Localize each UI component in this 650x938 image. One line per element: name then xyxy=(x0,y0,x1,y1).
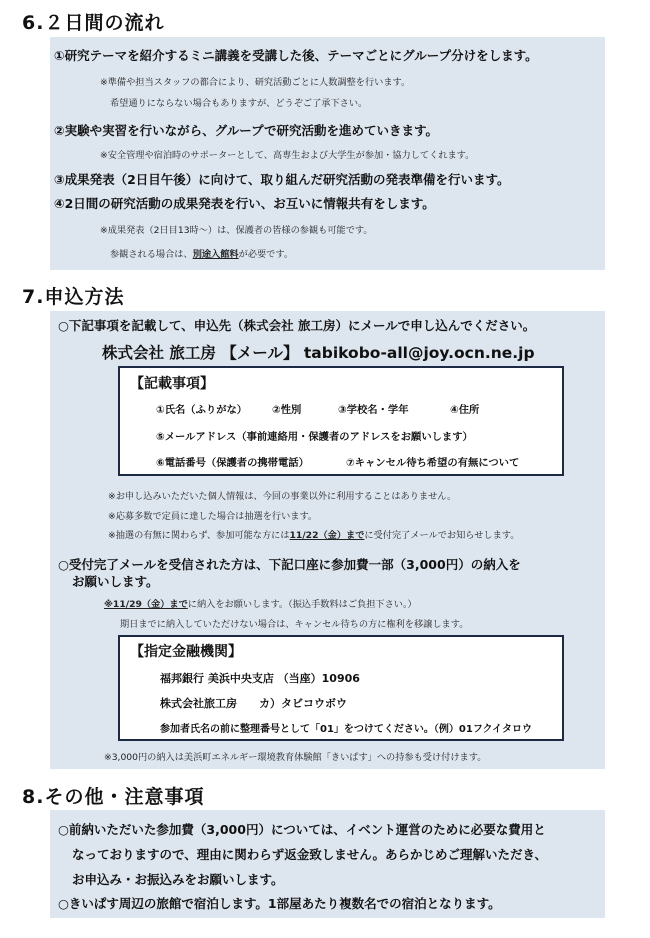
section-6-heading: 6.２日間の流れ xyxy=(22,12,165,34)
flow-step-4-note-a: ※成果発表（2日目13時～）は、保護者の皆様の参観も可能です。 xyxy=(100,225,373,236)
section-7-heading: 7.申込方法 xyxy=(22,286,125,308)
item-waitlist: ⑦キャンセル待ち希望の有無について xyxy=(346,457,520,469)
bank-box xyxy=(118,635,564,741)
note-text: ※抽選の有無に関わらず、参加可能な方には xyxy=(108,530,290,541)
deadline-notify: 11/22（金）まで xyxy=(289,530,365,541)
flow-step-1-note-a: ※準備や担当スタッフの都合により、研究活動ごとに人数調整を行います。 xyxy=(100,77,411,88)
flow-step-4-note-b xyxy=(110,246,293,260)
notification-note xyxy=(108,527,519,541)
section-8-panel xyxy=(50,810,605,918)
items-box xyxy=(118,366,564,476)
refund-policy-3: お申込み・お振込みをお願いします。 xyxy=(72,872,284,887)
section-7-panel xyxy=(50,311,605,769)
item-name: ①氏名（ふりがな） xyxy=(156,404,248,416)
privacy-note: ※お申し込みいただいた個人情報は、今回の事業以外に利用することはありません。 xyxy=(108,491,457,502)
note-text: に受付完了メールでお知らせします。 xyxy=(364,530,520,541)
payment-instruction: ○受付完了メールを受信された方は、下記口座に参加費一部（3,000円）の納入を xyxy=(58,557,521,572)
flow-step-3: ③成果発表（2日目午後）に向けて、取り組んだ研究活動の発表準備を行います。 xyxy=(54,172,510,187)
lottery-note: ※応募多数で定員に達した場合は抽選を行います。 xyxy=(108,511,318,522)
flow-step-2-note: ※安全管理や宿泊時のサポーターとして、高専生および大学生が参加・協力してくれます。 xyxy=(100,150,475,161)
bank-transfer-instruction: 参加者氏名の前に整理番号として「01」をつけてください。（例）01フクイタロウ xyxy=(160,724,533,735)
item-address: ④住所 xyxy=(450,404,480,416)
section-6-panel xyxy=(50,37,605,270)
item-school: ③学校名・学年 xyxy=(338,404,409,416)
payment-deadline-note xyxy=(104,596,417,610)
payment-instruction-cont: お願いします。 xyxy=(72,574,159,589)
item-phone: ⑥電話番号（保護者の携帯電話） xyxy=(156,457,309,469)
flow-step-2: ②実験や実習を行いながら、グループで研究活動を進めていきます。 xyxy=(54,123,438,138)
note-text: に納入をお願いします。（振込手数料はご負担下さい。） xyxy=(187,599,417,610)
section-8-heading: 8.その他・注意事項 xyxy=(22,786,205,808)
refund-policy-1: ○前納いただいた参加費（3,000円）については、イベント運営のために必要な費用と xyxy=(58,822,546,837)
contact-email[interactable]: 株式会社 旅工房 【メール】 tabikobo-all@joy.ocn.ne.jp xyxy=(102,344,535,362)
payment-transfer-note: 期日までに納入していただけない場合は、キャンセル待ちの方に権利を移譲します。 xyxy=(120,619,469,630)
bank-title: 【指定金融機関】 xyxy=(130,644,242,660)
bank-account-name: 株式会社旅工房 カ）タビコウボウ xyxy=(160,697,347,710)
flow-step-4: ④2日間の研究活動の成果発表を行い、お互いに情報共有をします。 xyxy=(54,196,435,211)
bank-branch: 福邦銀行 美浜中央支店 （当座）10906 xyxy=(160,672,360,685)
deadline-payment: ※11/29（金）まで xyxy=(104,599,188,610)
application-intro: ○下記事項を記載して、申込先（株式会社 旅工房）にメールで申し込んでください。 xyxy=(58,318,536,333)
item-email: ⑤メールアドレス（事前連絡用・保護者のアドレスをお願いします） xyxy=(156,431,473,443)
lodging-note: ○きいぱす周辺の旅館で宿泊します。1部屋あたり複数名での宿泊となります。 xyxy=(58,896,501,911)
refund-policy-2: なっておりますので、理由に関わらず返金致しません。あらかじめご理解いただき、 xyxy=(72,847,548,862)
flow-step-1: ①研究テーマを紹介するミニ講義を受講した後、テーマごとにグループ分けをします。 xyxy=(54,48,538,63)
items-title: 【記載事項】 xyxy=(130,376,214,392)
kiipas-note: ※3,000円の納入は美浜町エネルギー環境教育体験館「きいぱす」への持参も受け付けます。 xyxy=(104,752,487,763)
flow-step-1-note-b: 希望通りにならない場合もありますが、どうぞご了承下さい。 xyxy=(110,98,368,109)
note-text: が必要です。 xyxy=(238,249,294,260)
admission-fee-underlined: 別途入館料 xyxy=(192,249,239,260)
note-text: 参観される場合は、 xyxy=(110,249,193,260)
item-sex: ②性別 xyxy=(272,404,302,416)
